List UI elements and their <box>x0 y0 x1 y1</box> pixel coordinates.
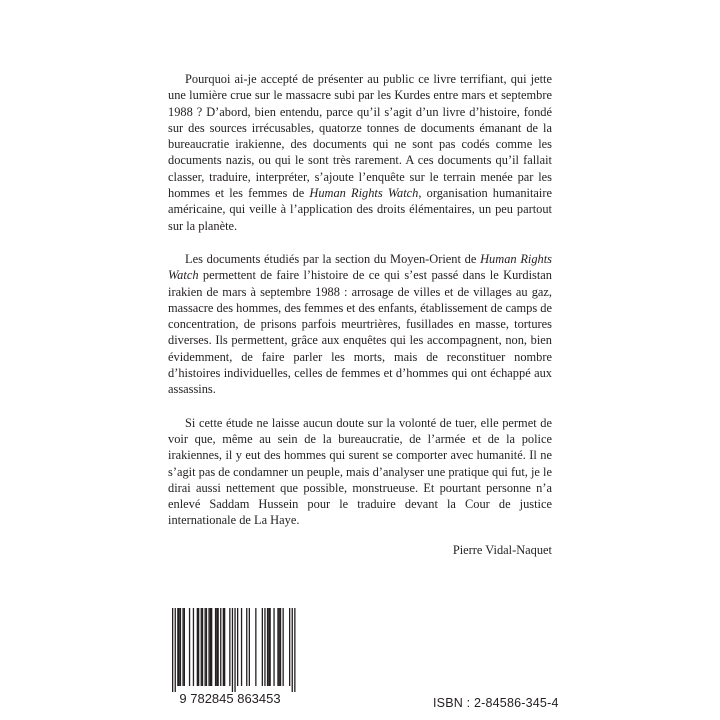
barcode-bar <box>197 608 198 686</box>
barcode-bar <box>211 608 212 686</box>
barcode-bar <box>255 608 256 686</box>
barcode-bar <box>267 608 268 686</box>
barcode-bar <box>206 608 207 686</box>
barcode-bar <box>220 608 221 686</box>
barcode-bar <box>289 608 290 686</box>
barcode-bar <box>241 608 242 686</box>
barcode-bar <box>201 608 202 686</box>
barcode-bar <box>210 608 211 686</box>
barcode-bar <box>193 608 194 686</box>
barcode-bar <box>279 608 280 686</box>
barcode-bar <box>205 608 206 686</box>
barcode-bar <box>270 608 271 686</box>
barcode-bar <box>216 608 217 686</box>
paragraph-2: Les documents étudiés par la section du Moyen-Orient de Human Rights Watch permettent de faire l’histoire de ce qui s’est passé dans le Kurdistan irakien de mars à septembre 1988 : arrosage de villes et de villages au gaz, massacre des hommes, des femmes et des enfants, établissement de camps de concentration, de prisons parfois meurtrières, fusillades en masse, tortures diverses. Ils permettent, grâce aux enquêtes qui les accompagnent, non, bien évidemment, de faire parler les morts, mais de reconstituer nombre d’histoires individuelles, celles de femmes et d’hommes qui ont échappé aux assassins. <box>168 251 552 397</box>
barcode-bar <box>218 608 219 686</box>
barcode-bar <box>184 608 185 686</box>
barcode-bar <box>234 608 235 692</box>
barcode-bar <box>198 608 199 686</box>
barcode-bar <box>277 608 278 686</box>
barcode-bar <box>262 608 263 686</box>
barcode-bar <box>172 608 173 692</box>
barcode <box>160 608 300 706</box>
blurb-text <box>168 71 552 558</box>
barcode-bar <box>208 608 209 686</box>
paragraph-3: Si cette étude ne laisse aucun doute sur la volonté de tuer, elle permet de voir que, même au sein de la bureaucratie, de l’armée et de la police irakiennes, il y eut des hommes qui surent se comporter avec humanité. Il ne s’agit pas de condamner un peuple, mais d’analyser une pratique qui fut, je le dirai aussi nettement que possible, monstrueuse. Et pourtant personne n’a enlevé Saddam Hussein pour le traduire devant la Cour de justice internationale de La Haye. <box>168 415 552 528</box>
barcode-bar <box>215 608 216 686</box>
barcode-bar <box>223 608 224 686</box>
isbn-number: ISBN : 2-84586-345-4 <box>433 696 559 710</box>
paragraph-1: Pourquoi ai-je accepté de présenter au public ce livre terrifiant, qui jette une lumière crue sur le massacre subi par les Kurdes entre mars et septembre 1988 ? D’abord, bien entendu, parce qu’il s’agit d’un livre d’histoire, fondé sur des sources irrécusables, quatorze tonnes de documents émanant de la bureaucratie irakienne, des documents qui ne sont pas codés comme les documents nazis, ou qui le sont très rarement. A ces documents qu’il fallait classer, traduire, interpréter, s’ajoute l’enquête sur le terrain menée par les hommes et les femmes de Human Rights Watch, organisation humanitaire américaine, qui veille à l’application des droits élémentaires, un peu partout sur la planète. <box>168 72 552 233</box>
barcode-bar <box>268 608 269 686</box>
barcode-bar <box>179 608 180 686</box>
barcode-bar <box>292 608 293 692</box>
author-signature: Pierre Vidal-Naquet <box>452 542 552 557</box>
barcode-bar <box>273 608 274 686</box>
barcode-bar <box>283 608 284 686</box>
barcode-bar <box>224 608 225 686</box>
barcode-bar <box>177 608 178 686</box>
barcode-bar <box>294 608 295 692</box>
barcode-bar <box>202 608 203 686</box>
barcode-bar <box>232 608 233 692</box>
barcode-bar <box>180 608 181 686</box>
barcode-bar <box>175 608 176 692</box>
barcode-digits: 9 782845 863453 <box>179 691 281 706</box>
barcode-graphic <box>160 608 300 706</box>
italic-org-name: Human Rights Watch <box>168 251 552 283</box>
barcode-bar <box>264 608 265 686</box>
barcode-bar <box>280 608 281 686</box>
barcode-bar <box>237 608 238 686</box>
barcode-bar <box>246 608 247 686</box>
barcode-bar <box>249 608 250 686</box>
barcode-bar <box>189 608 190 686</box>
barcode-bar <box>182 608 183 686</box>
barcode-bar <box>229 608 230 686</box>
italic-org-name: Human Rights Watch <box>309 186 419 201</box>
